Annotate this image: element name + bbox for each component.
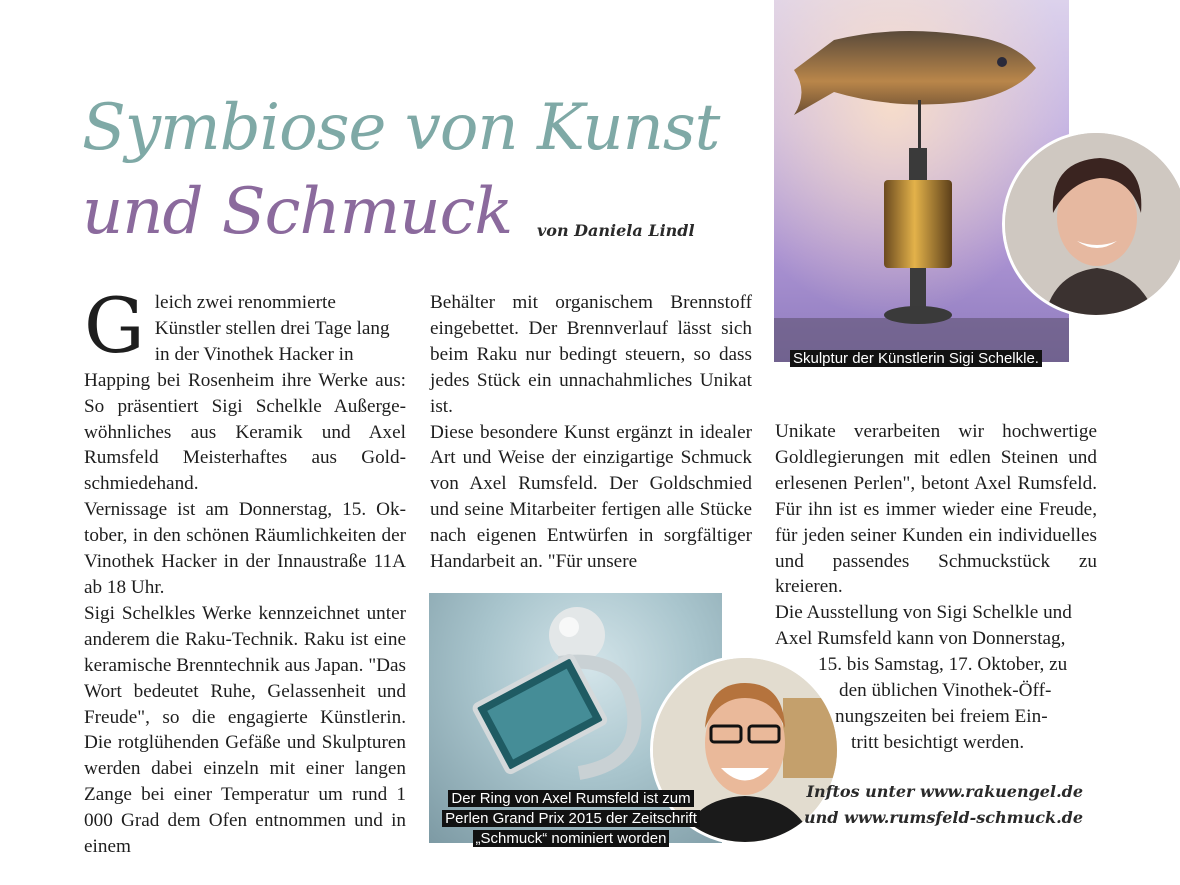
byline: von Daniela Lindl (537, 221, 695, 240)
fish-photo-caption (790, 349, 1042, 369)
text-line: Künstler stellen drei Tage lang (154, 317, 390, 339)
paragraph: Unikate verarbeiten wir hochwertige Goldlegierungen mit edlen Steinen und erlesenen Perlen", betont Axel Rumsfeld. Für ihn ist es immer wieder eine Freude, für jeden seiner Kunden ein individuelles und passendes Schmuckstück zu kreieren. (775, 421, 1097, 598)
text-line: 15. bis Samstag, 17. Oktober, zu (818, 654, 1068, 676)
text-line: Die Ausstellung von Sigi Schelkle und (775, 602, 1072, 624)
caption-line: „Schmuck“ nominiert worden (473, 830, 670, 847)
drop-cap: G (84, 281, 145, 370)
text-line: leich zwei renommierte (154, 292, 336, 313)
paragraph (84, 281, 406, 497)
portrait-sigi-schelkle (1002, 130, 1180, 318)
website-line: Inftos unter www.rakuengel.de (806, 782, 1083, 801)
website-line: und www.rumsfeld-schmuck.de (804, 808, 1083, 827)
text-line: in der Vinothek Hacker in (154, 343, 354, 365)
website-info (804, 779, 1083, 831)
paragraph-text: Happing bei Rosenheim ihre Werke aus: So präsentiert Sigi Schelkle Außergewöhnliches aus Keramik und Axel Rumsfeld Meisterhaftes aus Goldschmiedehand. (84, 369, 406, 495)
text-line: tritt besichtigt werden. (851, 731, 1025, 753)
text-line: nungszeiten bei freiem Ein- (835, 705, 1048, 727)
text-column-1 (84, 281, 406, 860)
caption-line: Perlen Grand Prix 2015 der Zeitschrift (442, 810, 700, 827)
caption-line: Der Ring von Axel Rumsfeld ist zum (448, 790, 693, 807)
text-column-2 (430, 290, 752, 575)
paragraph: Diese besondere Kunst ergänzt in idealer Art und Weise der einzigartige Schmuck von Axel Rumsfeld. Der Goldschmied und seine Mitarbeiter fertigen alle Stücke nach eigenen Entwürfen in sorgfältiger Handarbeit an. "Für unsere (430, 421, 752, 573)
headline-line-1: Symbiose von Kunst (82, 91, 720, 165)
paragraph: Sigi Schelkles Werke kennzeichnet unter anderem die Raku-Technik. Raku ist eine keramische Brenntechnik aus Japan. "Das Wort bedeutet Ruhe, Gelassenheit und Freude", so die engagierte Künstlerin. Die rotglühenden Gefäße und Skulpturen werden dabei einzeln mit einer langen Zange bei einer Temperatur um rund 1 000 Grad dem Ofen entnommen und in einem (84, 602, 406, 858)
paragraph: Behälter mit organischem Brennstoff eingebettet. Der Brennverlauf lässt sich beim Raku nur bedingt steuern, so dass jedes Stück ein unnachahmliches Unikat ist. (430, 292, 752, 417)
text-line: den üblichen Vinothek-Öff- (839, 680, 1052, 702)
ring-photo-caption (426, 789, 716, 849)
headline-line-2: und Schmuck (82, 175, 513, 249)
paragraph: Vernissage ist am Donnerstag, 15. Oktober, in den schönen Räumlichkeiten der Vinothek Hacker in der Innaustraße 11A ab 18 Uhr. (84, 499, 406, 598)
caption-text: Skulptur der Künstlerin Sigi Schelkle. (790, 350, 1042, 367)
text-line: Axel Rumsfeld kann von Donnerstag, (775, 628, 1066, 650)
